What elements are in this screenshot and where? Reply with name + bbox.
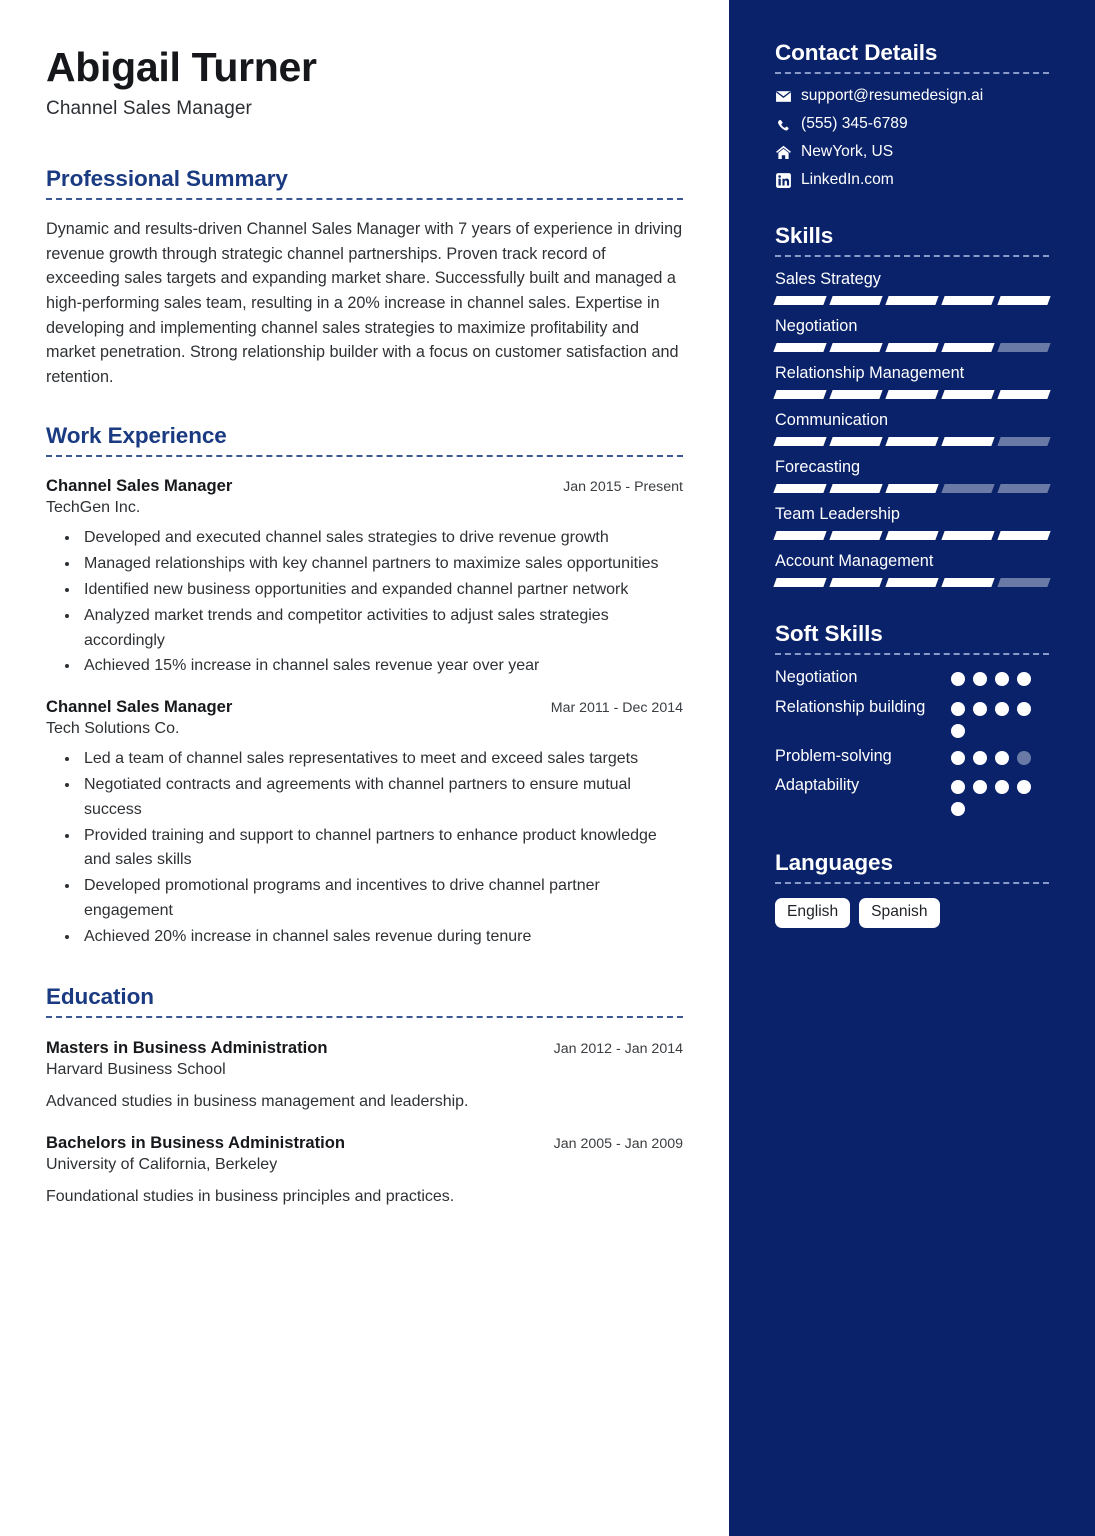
section-title-education: Education <box>46 983 154 1009</box>
skill-level-segment <box>773 390 826 399</box>
soft-skill-rating <box>951 667 1039 686</box>
skill-level-bar <box>775 390 1049 399</box>
skill-level-segment <box>885 578 938 587</box>
employer-name: TechGen Inc. <box>46 499 141 517</box>
skill-name: Sales Strategy <box>775 270 881 288</box>
education-entry <box>46 1133 683 1208</box>
rating-dot <box>995 672 1009 686</box>
rating-dot <box>951 724 965 738</box>
skills-list <box>775 270 1049 587</box>
education-description: Advanced studies in business management and leadership. <box>46 1092 469 1110</box>
soft-skill-rating <box>951 746 1039 765</box>
job-bullet-item: • Achieved 15% increase in channel sales revenue year over year <box>80 654 683 679</box>
languages-list <box>775 898 1049 928</box>
contact-value: LinkedIn.com <box>801 171 894 188</box>
home-icon <box>775 144 801 161</box>
rating-dot <box>951 751 965 765</box>
skill-level-segment <box>941 390 994 399</box>
skill-level-segment <box>885 296 938 305</box>
skill-item <box>775 411 1049 446</box>
contact-row[interactable] <box>775 171 1049 189</box>
job-bullet-item: • Managed relationships with key channel partners to maximize sales opportunities <box>80 552 683 577</box>
degree-name: Masters in Business Administration <box>46 1037 328 1057</box>
language-chip: Spanish <box>859 898 939 928</box>
rating-dot <box>1017 780 1031 794</box>
skill-level-segment <box>829 578 882 587</box>
job-date-range: Jan 2015 - Present <box>563 479 683 496</box>
skill-item <box>775 317 1049 352</box>
skill-level-segment <box>941 296 994 305</box>
skill-level-bar <box>775 437 1049 446</box>
skill-level-segment <box>829 484 882 493</box>
job-bullet-item: • Identified new business opportunities and expanded channel partner network <box>80 578 683 603</box>
skill-level-segment <box>829 437 882 446</box>
phone-icon <box>775 116 801 133</box>
skill-name: Relationship Management <box>775 364 965 382</box>
skill-level-segment <box>773 437 826 446</box>
entry-header <box>46 697 683 717</box>
rating-dot <box>973 780 987 794</box>
rating-dot <box>973 702 987 716</box>
job-date-range: Mar 2011 - Dec 2014 <box>550 700 683 717</box>
skill-item <box>775 552 1049 587</box>
job-bullet-list <box>46 526 683 679</box>
skill-level-segment <box>941 437 994 446</box>
skill-level-segment <box>885 484 938 493</box>
job-bullet-item: • Analyzed market trends and competitor activities to adjust sales strategies accordingly <box>80 604 683 654</box>
skill-level-segment <box>773 578 826 587</box>
skill-level-segment <box>829 296 882 305</box>
soft-skill-item <box>775 746 1049 768</box>
skill-level-bar <box>775 578 1049 587</box>
education-entry <box>46 1038 683 1113</box>
rating-dot <box>995 780 1009 794</box>
skill-level-segment <box>997 437 1050 446</box>
skill-level-segment <box>941 578 994 587</box>
rating-dot <box>951 780 965 794</box>
skill-level-segment <box>885 437 938 446</box>
skill-level-segment <box>997 296 1050 305</box>
employer-name: Tech Solutions Co. <box>46 720 180 738</box>
work-experience-entry <box>46 697 683 949</box>
education-description: Foundational studies in business principles and practices. <box>46 1187 455 1205</box>
skill-level-bar <box>775 484 1049 493</box>
skill-name: Team Leadership <box>775 505 900 523</box>
envelope-icon <box>775 88 801 105</box>
linkedin-icon <box>775 172 801 189</box>
professional-summary-section <box>46 166 683 389</box>
skill-level-segment <box>997 531 1050 540</box>
header-block <box>46 46 683 120</box>
school-name: Harvard Business School <box>46 1060 226 1078</box>
contact-row[interactable] <box>775 87 1049 105</box>
school-name: University of California, Berkeley <box>46 1155 278 1173</box>
degree-name: Bachelors in Business Administration <box>46 1132 346 1152</box>
job-bullet-item: • Led a team of channel sales representatives to meet and exceed sales targets <box>80 747 683 772</box>
education-date-range: Jan 2012 - Jan 2014 <box>553 1040 683 1057</box>
skill-level-segment <box>997 484 1050 493</box>
skill-level-segment <box>773 484 826 493</box>
professional-summary-text: Dynamic and results-driven Channel Sales Manager with 7 years of experience in driving revenue growth through strategic channel partnerships. Proven track record of exceeding sales targets and expanding market share. Successfully built and managed a high-performing sales team, resulting in a 20% increase in channel sales. Expertise in developing and implementing channel sales strategies to maximize profitability and market penetration. Strong relationship builder with a focus on customer satisfaction and retention. <box>46 220 683 386</box>
contact-details-section <box>775 40 1049 189</box>
job-bullet-item: • Developed and executed channel sales strategies to drive revenue growth <box>80 526 683 551</box>
job-bullet-item: • Provided training and support to channel partners to enhance product knowledge and sales skills <box>80 824 683 874</box>
education-list <box>46 1038 683 1208</box>
contact-list <box>775 87 1049 189</box>
rating-dot <box>973 672 987 686</box>
job-bullet-list <box>46 747 683 949</box>
soft-skill-item <box>775 697 1049 738</box>
skill-level-segment <box>773 531 826 540</box>
soft-skills-list <box>775 667 1049 816</box>
section-divider <box>775 653 1049 655</box>
rating-dot <box>1017 751 1031 765</box>
entry-header <box>46 476 683 496</box>
education-section <box>46 984 683 1208</box>
skill-name: Forecasting <box>775 458 861 476</box>
soft-skill-item <box>775 667 1049 689</box>
contact-value: (555) 345-6789 <box>801 115 908 132</box>
section-title-soft-skills: Soft Skills <box>775 621 883 646</box>
rating-dot <box>951 802 965 816</box>
skill-level-bar <box>775 296 1049 305</box>
languages-section <box>775 850 1049 928</box>
soft-skills-section <box>775 621 1049 816</box>
language-chip: English <box>775 898 850 928</box>
work-experience-section <box>46 423 683 949</box>
contact-value: NewYork, US <box>801 143 894 160</box>
section-divider <box>46 1016 683 1018</box>
skill-level-segment <box>997 343 1050 352</box>
section-title-professional-summary: Professional Summary <box>46 166 288 192</box>
soft-skill-name: Relationship building <box>775 697 926 716</box>
section-title-work-experience: Work Experience <box>46 423 227 449</box>
skill-level-segment <box>885 531 938 540</box>
rating-dot <box>1017 672 1031 686</box>
skill-level-segment <box>773 296 826 305</box>
rating-dot <box>951 672 965 686</box>
skill-level-segment <box>941 531 994 540</box>
skill-item <box>775 270 1049 305</box>
skill-level-segment <box>997 578 1050 587</box>
rating-dot <box>995 702 1009 716</box>
skill-level-bar <box>775 343 1049 352</box>
work-experience-list <box>46 476 683 949</box>
skill-item <box>775 505 1049 540</box>
skill-level-segment <box>829 390 882 399</box>
job-bullet-item: • Achieved 20% increase in channel sales revenue during tenure <box>80 925 683 950</box>
skill-level-segment <box>829 343 882 352</box>
education-date-range: Jan 2005 - Jan 2009 <box>553 1135 683 1152</box>
soft-skill-name: Problem-solving <box>775 746 892 765</box>
job-bullet-item: • Negotiated contracts and agreements with channel partners to ensure mutual success <box>80 773 683 823</box>
candidate-job-title: Channel Sales Manager <box>46 98 252 120</box>
rating-dot <box>951 702 965 716</box>
soft-skill-rating <box>951 775 1039 816</box>
job-role: Channel Sales Manager <box>46 697 233 717</box>
skill-name: Account Management <box>775 552 934 570</box>
soft-skill-item <box>775 775 1049 816</box>
skill-name: Negotiation <box>775 317 858 335</box>
entry-header <box>46 1133 683 1153</box>
section-divider <box>46 455 683 457</box>
skill-level-bar <box>775 531 1049 540</box>
job-bullet-item: • Developed promotional programs and incentives to drive channel partner engagement <box>80 874 683 924</box>
skill-item <box>775 458 1049 493</box>
skill-item <box>775 364 1049 399</box>
skill-level-segment <box>997 390 1050 399</box>
skill-level-segment <box>885 343 938 352</box>
contact-value: support@resumedesign.ai <box>801 87 984 104</box>
soft-skill-name: Adaptability <box>775 776 860 794</box>
entry-header <box>46 1038 683 1058</box>
section-divider <box>46 198 683 200</box>
sidebar <box>729 0 1095 1536</box>
work-experience-entry <box>46 476 683 679</box>
skill-level-segment <box>773 343 826 352</box>
job-role: Channel Sales Manager <box>46 476 233 496</box>
section-divider <box>775 882 1049 884</box>
rating-dot <box>995 751 1009 765</box>
skill-level-segment <box>829 531 882 540</box>
rating-dot <box>1017 702 1031 716</box>
section-divider <box>775 255 1049 257</box>
candidate-name: Abigail Turner <box>46 44 317 90</box>
skill-level-segment <box>941 484 994 493</box>
soft-skill-name: Negotiation <box>775 668 858 686</box>
soft-skill-rating <box>951 697 1039 738</box>
section-title-contact-details: Contact Details <box>775 40 938 65</box>
rating-dot <box>973 751 987 765</box>
section-title-languages: Languages <box>775 850 893 875</box>
skill-level-segment <box>885 390 938 399</box>
skill-name: Communication <box>775 411 889 429</box>
skill-level-segment <box>941 343 994 352</box>
section-divider <box>775 72 1049 74</box>
section-title-skills: Skills <box>775 223 834 248</box>
contact-row[interactable] <box>775 115 1049 133</box>
contact-row[interactable] <box>775 143 1049 161</box>
skills-section <box>775 223 1049 587</box>
